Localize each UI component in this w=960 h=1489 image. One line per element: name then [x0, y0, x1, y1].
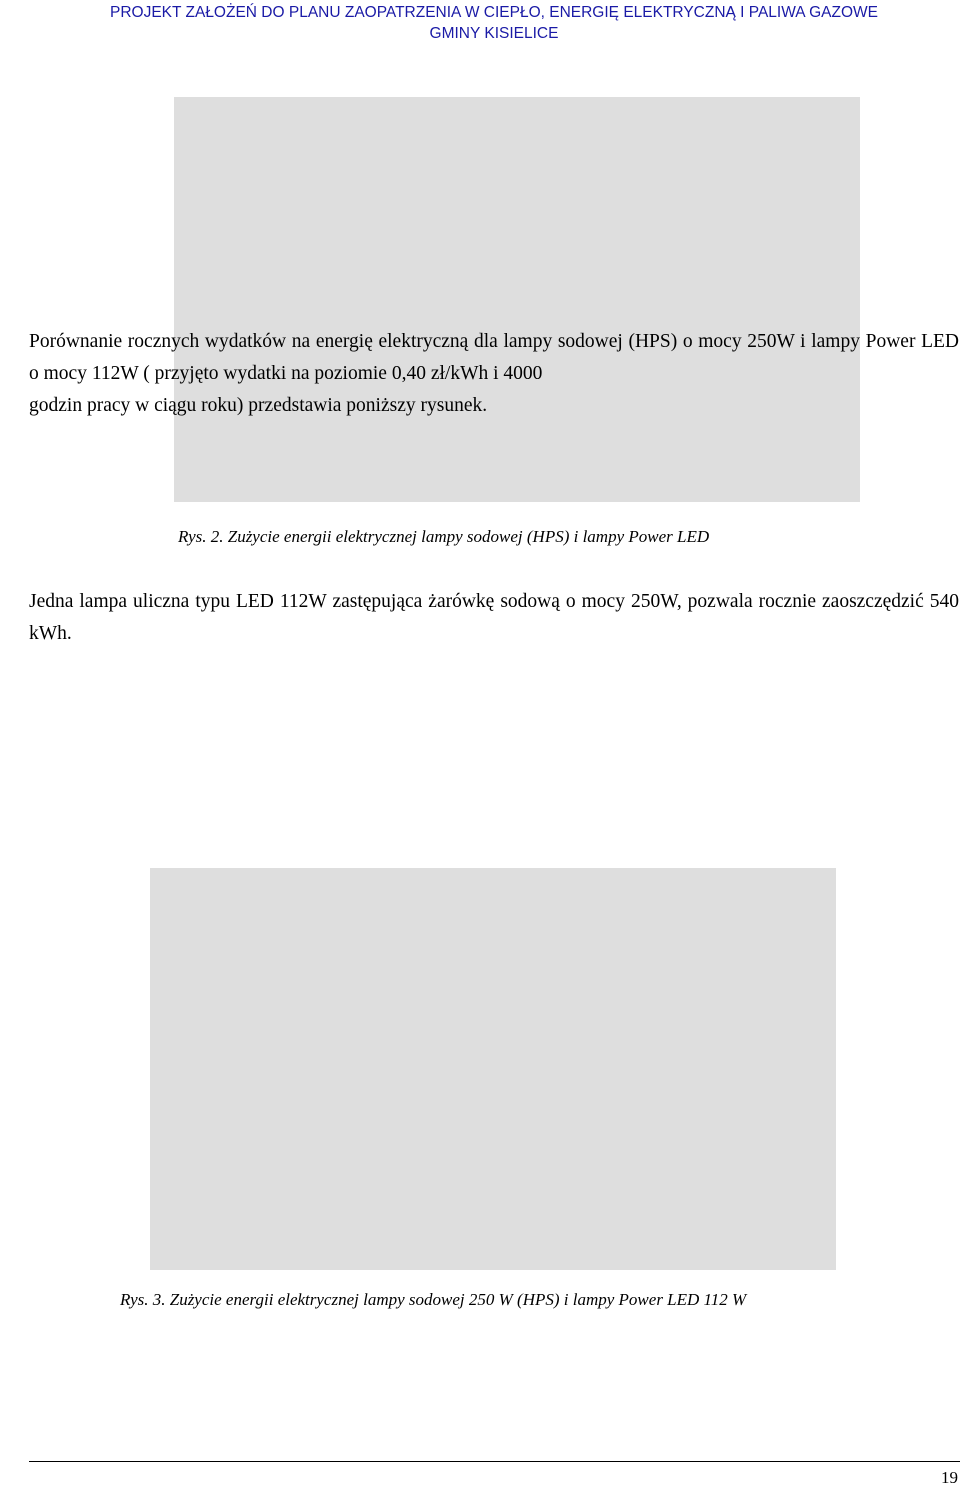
energy-cost-chart [150, 868, 836, 1270]
figure-2-caption: Rys. 2. Zużycie energii elektrycznej lampy sodowej (HPS) i lampy Power LED [178, 527, 710, 546]
energy-consumption-chart [174, 97, 860, 502]
header-line-1: PROJEKT ZAŁOŻEŃ DO PLANU ZAOPATRZENIA W CIEPŁO, ENERGIĘ ELEKTRYCZNĄ I PALIWA GAZOWE [110, 4, 878, 21]
paragraph-savings: Jedna lampa uliczna typu LED 112W zastępująca żarówkę sodową o mocy 250W, pozwala rocznie zaoszczędzić 540 kWh. [29, 591, 959, 644]
header-line-2: GMINY KISIELICE [429, 25, 559, 42]
footer-rule [29, 1461, 960, 1462]
paragraph-comparison-part-2: godzin pracy w ciągu roku) przedstawia poniższy rysunek. [29, 395, 488, 416]
document-header [0, 2, 960, 44]
figure-3-caption: Rys. 3. Zużycie energii elektrycznej lampy sodowej 250 W (HPS) i lampy Power LED 112 W [120, 1290, 747, 1309]
paragraph-comparison-part-1: Porównanie rocznych wydatków na energię elektryczną dla lampy sodowej (HPS) o mocy 250W i lampy Power LED o mocy 112W ( przyjęto wydatki na poziomie 0,40 zł/kWh i 4000 [29, 331, 959, 384]
page-number: 19 [941, 1468, 958, 1487]
